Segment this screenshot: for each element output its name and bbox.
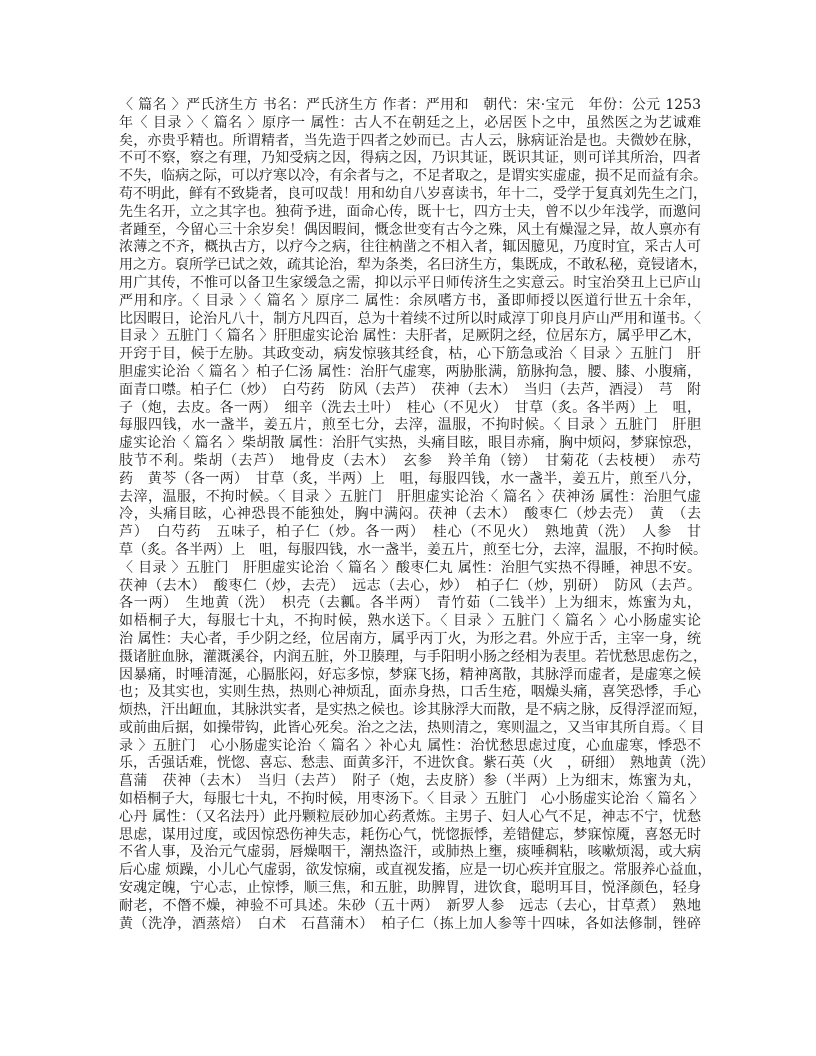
text-line: 安魂定魄，宁心志，止惊悸，顺三焦，和五脏，助脾胃，进饮食，聪明耳目，悦泽颜色，轻身 [119,880,701,897]
text-line: 先生名开，立之其字也。独荷予进，面命心传，既十七，四方士夫，曾不以少年浅学，而邀问 [119,203,701,220]
text-line: 去滓，温服，不拘时候。〈 目录 〉五脏门 肝胆虚实论治〈 篇名 〉茯神汤 属性：治胆气虚 [119,488,701,505]
text-line: 乐，舌强话难，恍惚、喜忘、愁恚、面黄多汗，不进饮食。紫石英（火 ，研细） 熟地黄（洗） [119,755,714,772]
text-line: 子（炮，去皮。各一两） 细辛（洗去土叶） 桂心（不见火） 甘草（炙。各半两）上 咀， [119,399,701,416]
text-line: 或前曲后据，如操带钩，此皆心死矣。治之之法，热则清之，寒则温之，又当审其所自焉。〈 目 [119,719,705,736]
text-line: 摄诸脏血脉，灌溉溪谷，内润五脏，外卫腠理，与手阳明小肠之经相为表里。若忧愁思虑伤之， [119,648,707,665]
text-line: 严用和序。〈 目录 〉〈 篇名 〉原序二 属性：余夙嗜方书，蚤即师授以医道行世五十余年， [119,292,701,309]
text-line: 浓薄之不齐，概执古方，以疗今之病，往往枘凿之不相入者，辄因臆见，乃度时宜，采古人可 [119,239,701,256]
text-line: 如梧桐子大，每服七十丸，不拘时候，用枣汤下。〈 目录 〉五脏门 心小肠虚实论治〈 篇名 〉 [119,791,704,808]
text-line: 后心虚 烦躁，小儿心气虚弱，欲发惊痫，或直视发搐，应是一切心疾并宜服之。常服养心益血， [119,862,712,879]
text-line: 者踵至，今留心三十余岁矣！偶因暇间，慨念世变有古今之殊，风土有燥湿之异，故人禀亦有 [119,221,701,238]
text-line: 用之方。裒所学已试之效，疏其论治，犁为条类，名曰济生方，集既成，不敢私秘，竟锓诸木， [119,257,707,274]
text-line: 虚实论治〈 篇名 〉柴胡散 属性：治肝气实热，头痛目眩，眼目赤痛，胸中烦闷，梦寐惊恐， [119,435,701,452]
text-line: 不失，临病之际，可以疗寒以冷，有余者与之，不足者取之，是谓实实虚虚，损不足而益有余。 [119,168,707,185]
text-line: 烦热，汗出衄血，其脉洪实者，是实热之候也。诊其脉浮大而散，是不病之脉，反得浮涩而短， [119,702,707,719]
text-line: 药 黄芩（各一两） 甘草（炙，半两）上 咀，每服四钱，水一盏半，姜五片，煎至八分， [119,470,701,487]
text-line: 黄（洗净，酒蒸焙） 白术 石菖蒲木） 柏子仁（拣上加人参等十四味，各如法修制，锉碎 [119,915,701,932]
text-line: 治 属性：夫心者，手少阴之经，位居南方，属乎丙丁火，为形之君。外应于舌，主宰一身，统 [119,630,701,647]
text-line: 芦） 白芍药 五味子，柏子仁（炒。各一两） 桂心（不见火） 熟地黄（洗） 人参 甘 [119,524,701,541]
text-line: 耐老，不僭不燥，神验不可具述。朱砂（五十两） 新罗人参 远志（去心，甘草煮） 熟地 [119,897,701,914]
text-line: 不省人事，及治元气虚弱，唇燥咽干，潮热盗汗，或肺热上壅，痰唾稠粘，咳嗽烦渴，或大病 [119,844,701,861]
text-line: 心丹 属性：（又名法丹）此丹颗粒辰砂加心药煮炼。主男子、妇人心气不足，神志不宁，忧愁 [119,808,701,825]
text-line: 各一两） 生地黄（洗） 枳壳（去瓤。各半两） 青竹茹（二钱半）上为细末，炼蜜为丸， [119,595,701,612]
text-line: 思虑，谋用过度，或因惊恐伤神失志，耗伤心气，恍惚振悸，差错健忘，梦寐惊魇，喜怒无时 [119,826,701,843]
text-line: 因暴痛，时唾清涎，心膈胀闷，好忘多惊，梦寐飞扬，精神离散，其脉浮而虚者，是虚寒之候 [119,666,701,683]
text-line: 苟不明此，鲜有不致毙者，良可叹哉！用和幼自八岁喜读书，年十二，受学于复真刘先生之门， [119,185,707,202]
text-line: 不可不察，察之有理，乃知受病之因，得病之因，乃识其证，既识其证，则可详其所治，四者 [119,150,701,167]
text-line: 草（炙。各半两）上 咀，每服四钱，水一盏半，姜五片，煎至七分，去滓，温服，不拘时候。 [119,541,707,558]
text-line: 冷，头痛目眩，心神恐畏不能独处，胸中满闷。茯神（去木） 酸枣仁（炒去壳） 黄 （去 [119,506,701,523]
text-line: 开窍于目，候于左胁。其政变动，病发惊骇其经食，枯，心下筋急或治〈 目录 〉五脏门 肝 [119,346,701,363]
text-line: 目录 〉五脏门〈 篇名 〉肝胆虚实论治 属性：夫肝者，足厥阴之经，位居东方，属乎甲乙木， [119,328,701,345]
text-line: 菖蒲 茯神（去木） 当归（去芦） 附子（炮，去皮脐）参（半两）上为细末，炼蜜为丸， [119,773,701,790]
text-line: 用广其传，不惟可以备卫生家缓急之需，抑以示平日师传济生之实意云。时宝治癸丑上已庐山 [119,274,701,291]
text-line: 比因暇日，论治凡八十，制方凡四百，总为十着续不过所以时咸淳丁卯良月庐山严用和谨书。〈 [119,310,701,327]
text-line: 〈 篇名 〉严氏济生方 书名：严氏济生方 作者：严用和 朝代：宋·宝元 年份：公元 1253 [119,97,701,113]
text-line: 每服四钱，水一盏半，姜五片，煎至七分，去滓，温服，不拘时候。〈 目录 〉五脏门 肝胆 [119,417,701,434]
text-line: 肢节不利。柴胡（去芦） 地骨皮（去木） 玄参 羚羊角（镑） 甘菊花（去枝梗） 赤芍 [119,452,701,469]
document-body [119,97,714,933]
text-line: 面青口噤。柏子仁（炒） 白芍药 防风（去芦） 茯神（去木） 当归（去芦，酒浸） 芎 附 [119,381,701,398]
text-line: 〈 目录 〉五脏门 肝胆虚实论治〈 篇名 〉酸枣仁丸 属性：治胆气实热不得睡，神思不安。 [119,559,701,576]
text-line: 录 〉五脏门 心小肠虚实论治〈 篇名 〉补心丸 属性：治忧愁思虑过度，心血虚寒，悸恐不 [119,737,701,754]
text-line: 如梧桐子大，每服七十丸，不拘时候，熟水送下。〈 目录 〉五脏门〈 篇名 〉心小肠虚实论 [119,613,701,630]
text-line: 矣，亦贵乎精也。所谓精者，当先造于四者之妙而已。古人云，脉病证治是也。夫微妙在脉， [119,132,701,149]
text-line: 年〈 目录 〉〈 篇名 〉原序一 属性：古人不在朝廷之上，必居医卜之中，虽然医之为艺诚难 [119,114,701,131]
text-line: 也；及其实也，实则生热，热则心神烦乱，面赤身热，口舌生疮，咽燥头痛，喜笑恐悸，手心 [119,684,701,701]
text-line: 胆虚实论治〈 篇名 〉柏子仁汤 属性：治肝气虚寒，两胁胀满，筋脉拘急，腰、膝、小腹痛， [119,363,701,380]
text-line: 茯神（去木） 酸枣仁（炒，去壳） 远志（去心，炒） 柏子仁（炒，别研） 防风（去芦。 [119,577,701,594]
